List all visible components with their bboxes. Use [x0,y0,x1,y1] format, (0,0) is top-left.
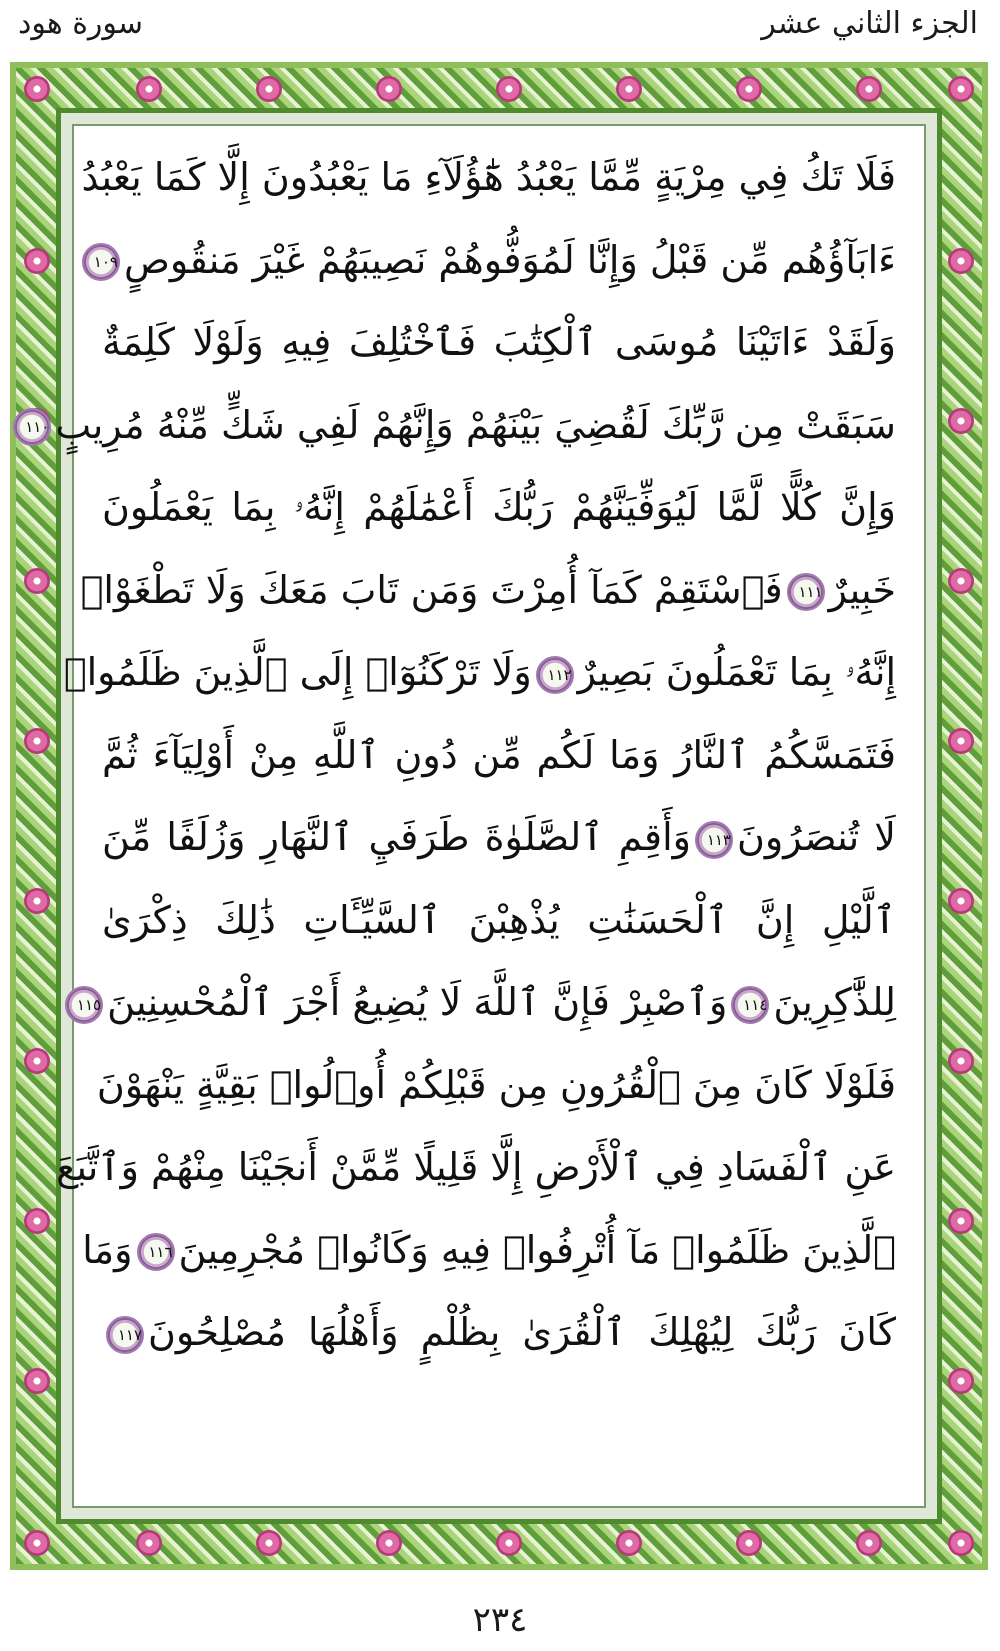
rosette-icon [256,1530,282,1556]
rosette-icon [24,1048,50,1074]
rosette-icon [948,568,974,594]
rosette-icon [24,1530,50,1556]
verse-line: سَبَقَتْ مِن رَّبِّكَ لَقُضِيَ بَيْنَهُمْ وَإِنَّهُمْ لَفِي شَكٍّ مِّنْهُ مُرِيبٍ١١٠ [102,384,896,467]
rosette-icon [948,248,974,274]
juz-label: الجزء الثاني عشر [761,6,978,41]
rosette-icon [948,888,974,914]
rosette-icon [496,76,522,102]
rosette-icon [376,1530,402,1556]
decorative-frame [10,62,988,1570]
verse-line: عَنِ ٱلْفَسَادِ فِي ٱلْأَرْضِ إِلَّا قَلِيلًا مِّمَّنْ أَنجَيْنَا مِنْهُمْ وَٱتَّبَعَ [56,1145,896,1189]
rosette-icon [24,728,50,754]
rosette-icon [856,1530,882,1556]
verse-line: ٱلَّيْلِ إِنَّ ٱلْحَسَنَٰتِ يُذْهِبْنَ ٱلسَّيِّـَٔاتِ ذَٰلِكَ ذِكْرَىٰ [102,897,896,942]
rosette-icon [948,1048,974,1074]
page-header [0,0,1000,60]
verse-line: فَلَا تَكُ فِي مِرْيَةٍ مِّمَّا يَعْبُدُ هَٰٓؤُلَآءِ مَا يَعْبُدُونَ إِلَّا كَمَا يَعْبُدُ [81,155,896,199]
rosette-icon [856,76,882,102]
verse-line: كَانَ رَبُّكَ لِيُهْلِكَ ٱلْقُرَىٰ بِظُلْمٍ وَأَهْلُهَا مُصْلِحُونَ١١٧ [102,1291,896,1374]
rosette-icon [616,1530,642,1556]
rosette-icon [948,76,974,102]
rosette-icon [948,1368,974,1394]
ayah-number-marker: ١١٥ [65,986,103,1024]
verse-line: لِلذَّٰكِرِينَ١١٤وَٱصْبِرْ فَإِنَّ ٱللَّهَ لَا يُضِيعُ أَجْرَ ٱلْمُحْسِنِينَ١١٥ [102,961,896,1044]
rosette-icon [24,76,50,102]
ayah-number-marker: ١١٤ [731,986,769,1024]
rosette-icon [948,1530,974,1556]
verse-line: ءَابَآؤُهُم مِّن قَبْلُ وَإِنَّا لَمُوَفُّوهُمْ نَصِيبَهُمْ غَيْرَ مَنقُوصٍ١٠٩ [102,219,896,302]
verse-line: لَا تُنصَرُونَ١١٣وَأَقِمِ ٱلصَّلَوٰةَ طَرَفَيِ ٱلنَّهَارِ وَزُلَفًا مِّنَ [102,815,896,859]
rosette-icon [948,728,974,754]
ayah-number-marker: ١١٧ [106,1316,144,1354]
ayah-number-marker: ١١٣ [695,821,733,859]
ayah-number-marker: ١١٢ [536,656,574,694]
rosette-icon [376,76,402,102]
rosette-icon [24,568,50,594]
rosette-icon [948,408,974,434]
rosette-icon [136,76,162,102]
rosette-icon [736,1530,762,1556]
page-number: ٢٣٤ [472,1600,528,1640]
rosette-icon [24,1368,50,1394]
rosette-icon [24,1208,50,1234]
rosette-icon [24,248,50,274]
rosette-icon [256,76,282,102]
rosette-icon [24,888,50,914]
verse-line: فَلَوْلَا كَانَ مِنَ ٱلْقُرُونِ مِن قَبْلِكُمْ أُو۟لُوا۟ بَقِيَّةٍ يَنْهَوْنَ [96,1062,896,1107]
rosette-icon [616,76,642,102]
rosette-icon [948,1208,974,1234]
rosette-icon [736,76,762,102]
ayah-number-marker: ١٠٩ [82,243,120,281]
verse-line: ٱلَّذِينَ ظَلَمُوا۟ مَآ أُتْرِفُوا۟ فِيهِ وَكَانُوا۟ مُجْرِمِينَ١١٦وَمَا [82,1227,896,1272]
ayah-number-marker: ١١١ [787,573,825,611]
verse-line: وَلَقَدْ ءَاتَيْنَا مُوسَى ٱلْكِتَٰبَ فَٱخْتُلِفَ فِيهِ وَلَوْلَا كَلِمَةٌ [102,320,896,364]
ayah-number-marker: ١١٦ [137,1233,175,1271]
surah-label: سورة هود [18,6,144,41]
verse-line: فَتَمَسَّكُمُ ٱلنَّارُ وَمَا لَكُم مِّن دُونِ ٱللَّهِ مِنْ أَوْلِيَآءَ ثُمَّ [102,732,896,777]
rosette-icon [496,1530,522,1556]
verse-line: إِنَّهُۥ بِمَا تَعْمَلُونَ بَصِيرٌ١١٢وَلَا تَرْكَنُوٓا۟ إِلَى ٱلَّذِينَ ظَلَمُوا۟ [63,650,896,694]
ayah-number-marker: ١١٠ [13,408,51,446]
verse-line: خَبِيرٌ١١١فَٱسْتَقِمْ كَمَآ أُمِرْتَ وَمَن تَابَ مَعَكَ وَلَا تَطْغَوْا۟ [80,567,896,612]
verse-line: وَإِنَّ كُلًّا لَّمَّا لَيُوَفِّيَنَّهُمْ رَبُّكَ أَعْمَٰلَهُمْ إِنَّهُۥ بِمَا يَعْمَلُونَ [102,485,896,529]
rosette-icon [136,1530,162,1556]
verse-lines [25,124,926,1508]
